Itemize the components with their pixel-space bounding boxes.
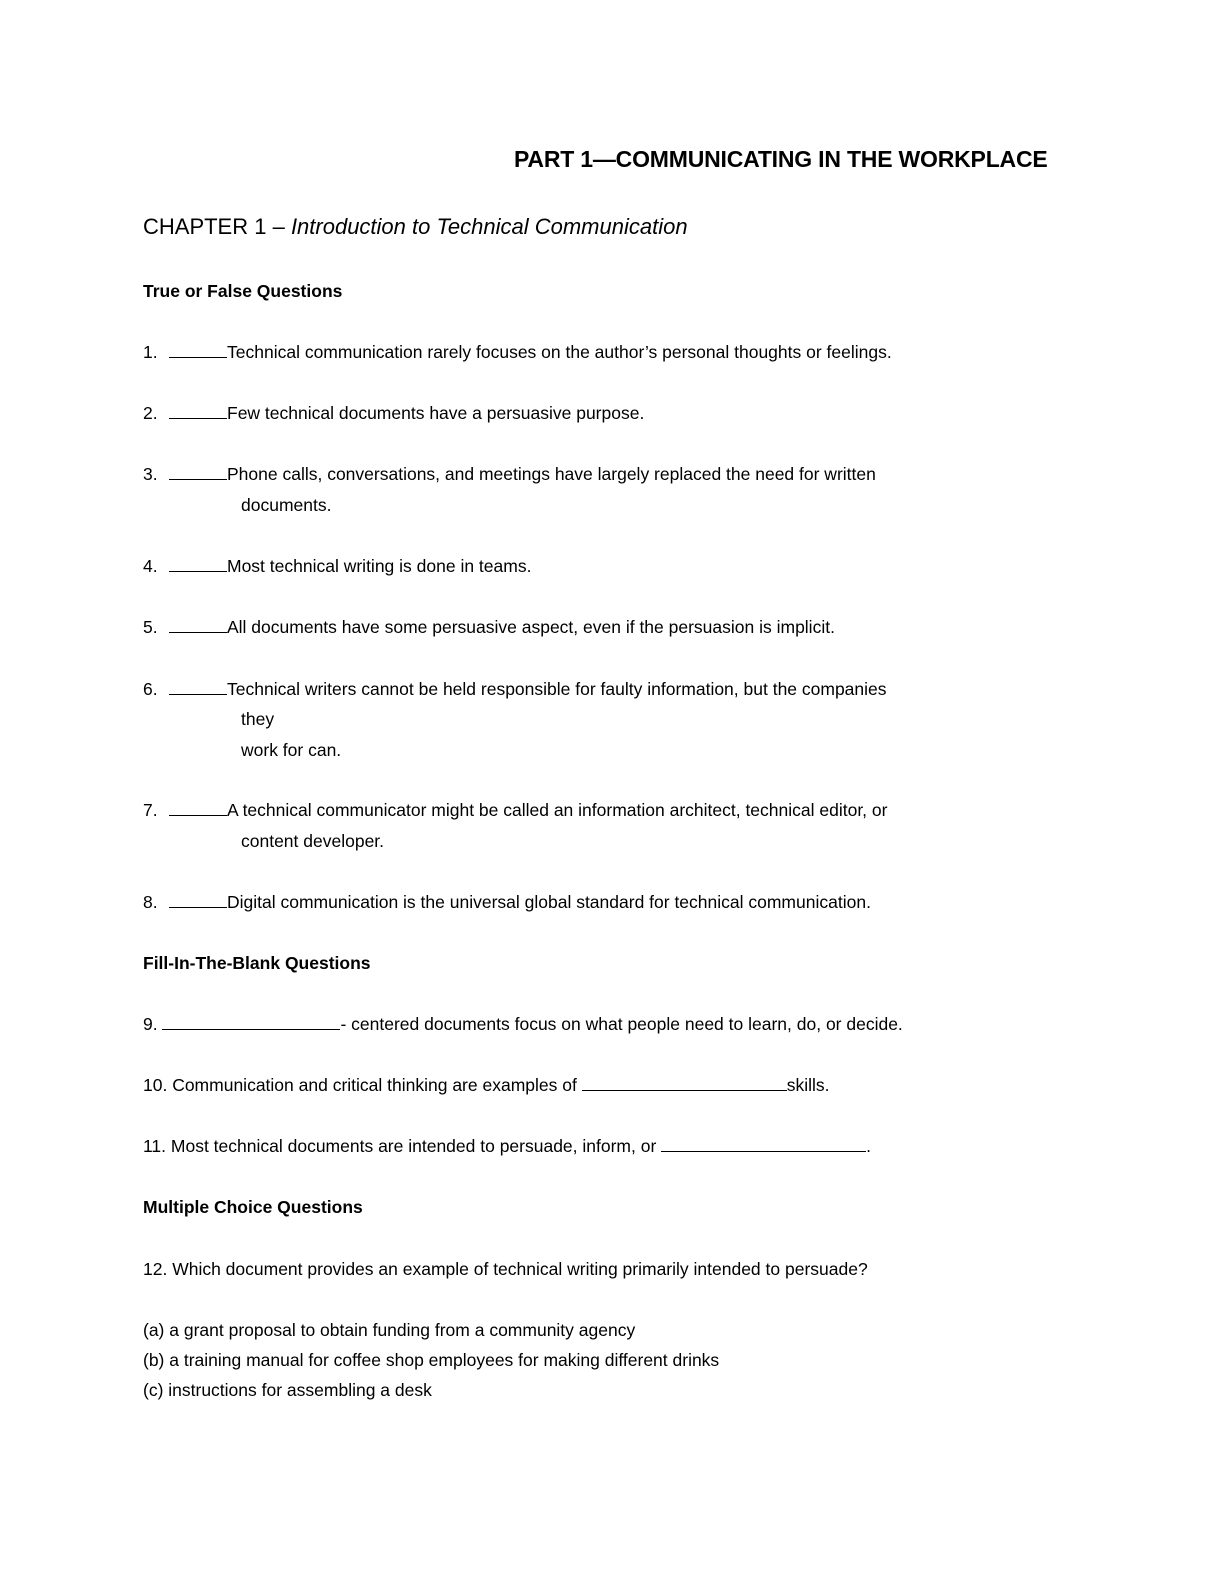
question-number: 4. <box>143 556 158 576</box>
chapter-label: CHAPTER 1 – <box>143 214 291 239</box>
question-number: 7. <box>143 800 158 820</box>
answer-blank <box>169 556 227 572</box>
question-number: 8. <box>143 892 158 912</box>
mc-option-a: (a) a grant proposal to obtain funding from a community agency <box>143 1320 636 1340</box>
question-text: - centered documents focus on what people need to learn, do, or decide. <box>340 1014 903 1034</box>
question-text: skills. <box>786 1075 830 1095</box>
question-number: 1. <box>143 342 158 362</box>
answer-blank <box>582 1075 787 1091</box>
chapter-title <box>143 214 688 240</box>
question-text: Technical communication rarely focuses on the author’s personal thoughts or feelings. <box>227 342 892 362</box>
mc-option-c: (c) instructions for assembling a desk <box>143 1380 432 1400</box>
question-text: 11. Most technical documents are intended to persuade, inform, or <box>143 1136 662 1156</box>
question-continuation: content developer. <box>241 831 385 851</box>
part-title: PART 1—COMMUNICATING IN THE WORKPLACE <box>514 146 1048 172</box>
tf-question-5 <box>143 617 835 638</box>
question-text: Technical writers cannot be held responsible for faulty information, but the companies <box>227 679 887 699</box>
question-number: 3. <box>143 464 158 484</box>
tf-question-8 <box>143 892 871 913</box>
question-text: A technical communicator might be called an information architect, technical editor, or <box>227 800 888 820</box>
answer-blank <box>169 617 227 633</box>
question-number: 6. <box>143 679 158 699</box>
true-false-heading: True or False Questions <box>143 281 343 301</box>
answer-blank <box>169 800 227 816</box>
question-continuation: documents. <box>241 495 332 515</box>
multiple-choice-heading: Multiple Choice Questions <box>143 1197 363 1217</box>
fill-question-9 <box>143 1014 903 1035</box>
question-continuation: they <box>241 709 275 729</box>
answer-blank <box>169 403 227 419</box>
tf-question-6 <box>143 679 887 700</box>
tf-question-4 <box>143 556 531 577</box>
tf-question-2 <box>143 403 644 424</box>
answer-blank <box>169 679 227 695</box>
tf-question-7 <box>143 800 887 821</box>
question-text: Digital communication is the universal global standard for technical communication. <box>227 892 871 912</box>
mc-option-b: (b) a training manual for coffee shop employees for making different drinks <box>143 1350 720 1370</box>
answer-blank <box>169 892 227 908</box>
chapter-name: Introduction to Technical Communication <box>290 214 688 239</box>
question-text: . <box>866 1136 872 1156</box>
question-number: 2. <box>143 403 158 423</box>
answer-blank <box>169 342 227 358</box>
mc-question-12: 12. Which document provides an example of technical writing primarily intended to persuade? <box>143 1259 868 1279</box>
question-text: 10. Communication and critical thinking are examples of <box>143 1075 582 1095</box>
tf-question-3 <box>143 464 876 485</box>
tf-question-1 <box>143 342 892 363</box>
question-text: Few technical documents have a persuasive purpose. <box>227 403 645 423</box>
fill-in-heading: Fill-In-The-Blank Questions <box>143 953 371 973</box>
question-number: 9. <box>143 1014 158 1034</box>
fill-question-11 <box>143 1136 871 1157</box>
question-text: Most technical writing is done in teams. <box>227 556 532 576</box>
question-text: All documents have some persuasive aspect, even if the persuasion is implicit. <box>227 617 835 637</box>
answer-blank <box>162 1014 340 1030</box>
answer-blank <box>169 464 227 480</box>
question-continuation: work for can. <box>241 740 342 760</box>
question-number: 5. <box>143 617 158 637</box>
fill-question-10 <box>143 1075 829 1096</box>
question-text: Phone calls, conversations, and meetings have largely replaced the need for written <box>227 464 876 484</box>
answer-blank <box>661 1136 866 1152</box>
